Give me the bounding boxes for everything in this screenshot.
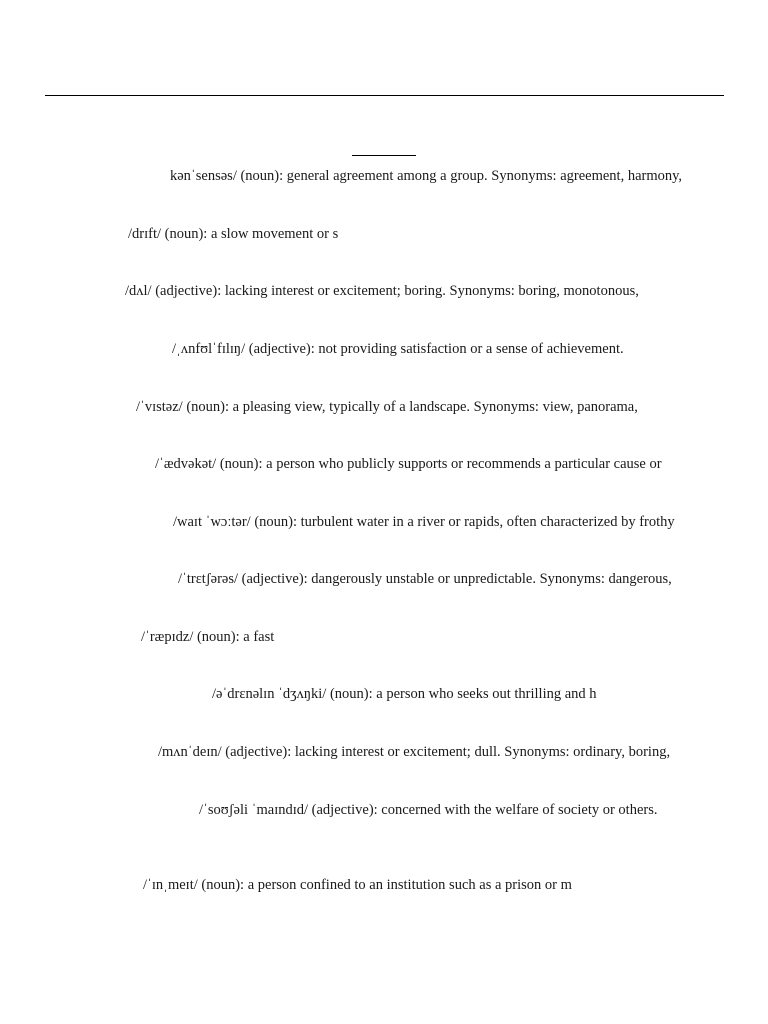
vocabulary-entry: /ˈsoʊʃəli ˈmaɪndɪd/ (adjective): concerned with the welfare of society or others. [199,802,658,818]
vocabulary-entry: /drɪft/ (noun): a slow movement or s [128,226,339,242]
title-underline [352,155,416,156]
vocabulary-entry: /ˈtrɛtʃərəs/ (adjective): dangerously unstable or unpredictable. Synonyms: dangerous, [178,571,672,587]
vocabulary-entry: /mʌnˈdeɪn/ (adjective): lacking interest or excitement; dull. Synonyms: ordinary, boring, [158,744,671,760]
vocabulary-entry: /dʌl/ (adjective): lacking interest or excitement; boring. Synonyms: boring, monotonous, [125,283,639,299]
vocabulary-entry: /ˈræpɪdz/ (noun): a fast [141,629,275,645]
vocabulary-entry: /ˌʌnfʊlˈfɪlɪŋ/ (adjective): not providing satisfaction or a sense of achievement. [172,341,624,357]
vocabulary-entry: /ˈædvəkət/ (noun): a person who publicly supports or recommends a particular cause or [155,456,662,472]
vocabulary-entry: kənˈsensəs/ (noun): general agreement among a group. Synonyms: agreement, harmony, [170,168,683,184]
vocabulary-entry: /waɪt ˈwɔːtər/ (noun): turbulent water in a river or rapids, often characterized by frothy [173,514,675,530]
vocabulary-entry: /ˈvɪstəz/ (noun): a pleasing view, typically of a landscape. Synonyms: view, panorama, [136,399,638,415]
vocabulary-entry: /əˈdrɛnəlɪn ˈdʒʌŋki/ (noun): a person who seeks out thrilling and h [212,686,597,702]
vocabulary-entry: /ˈɪnˌmeɪt/ (noun): a person confined to an institution such as a prison or m [143,877,572,893]
top-horizontal-rule [45,95,724,96]
